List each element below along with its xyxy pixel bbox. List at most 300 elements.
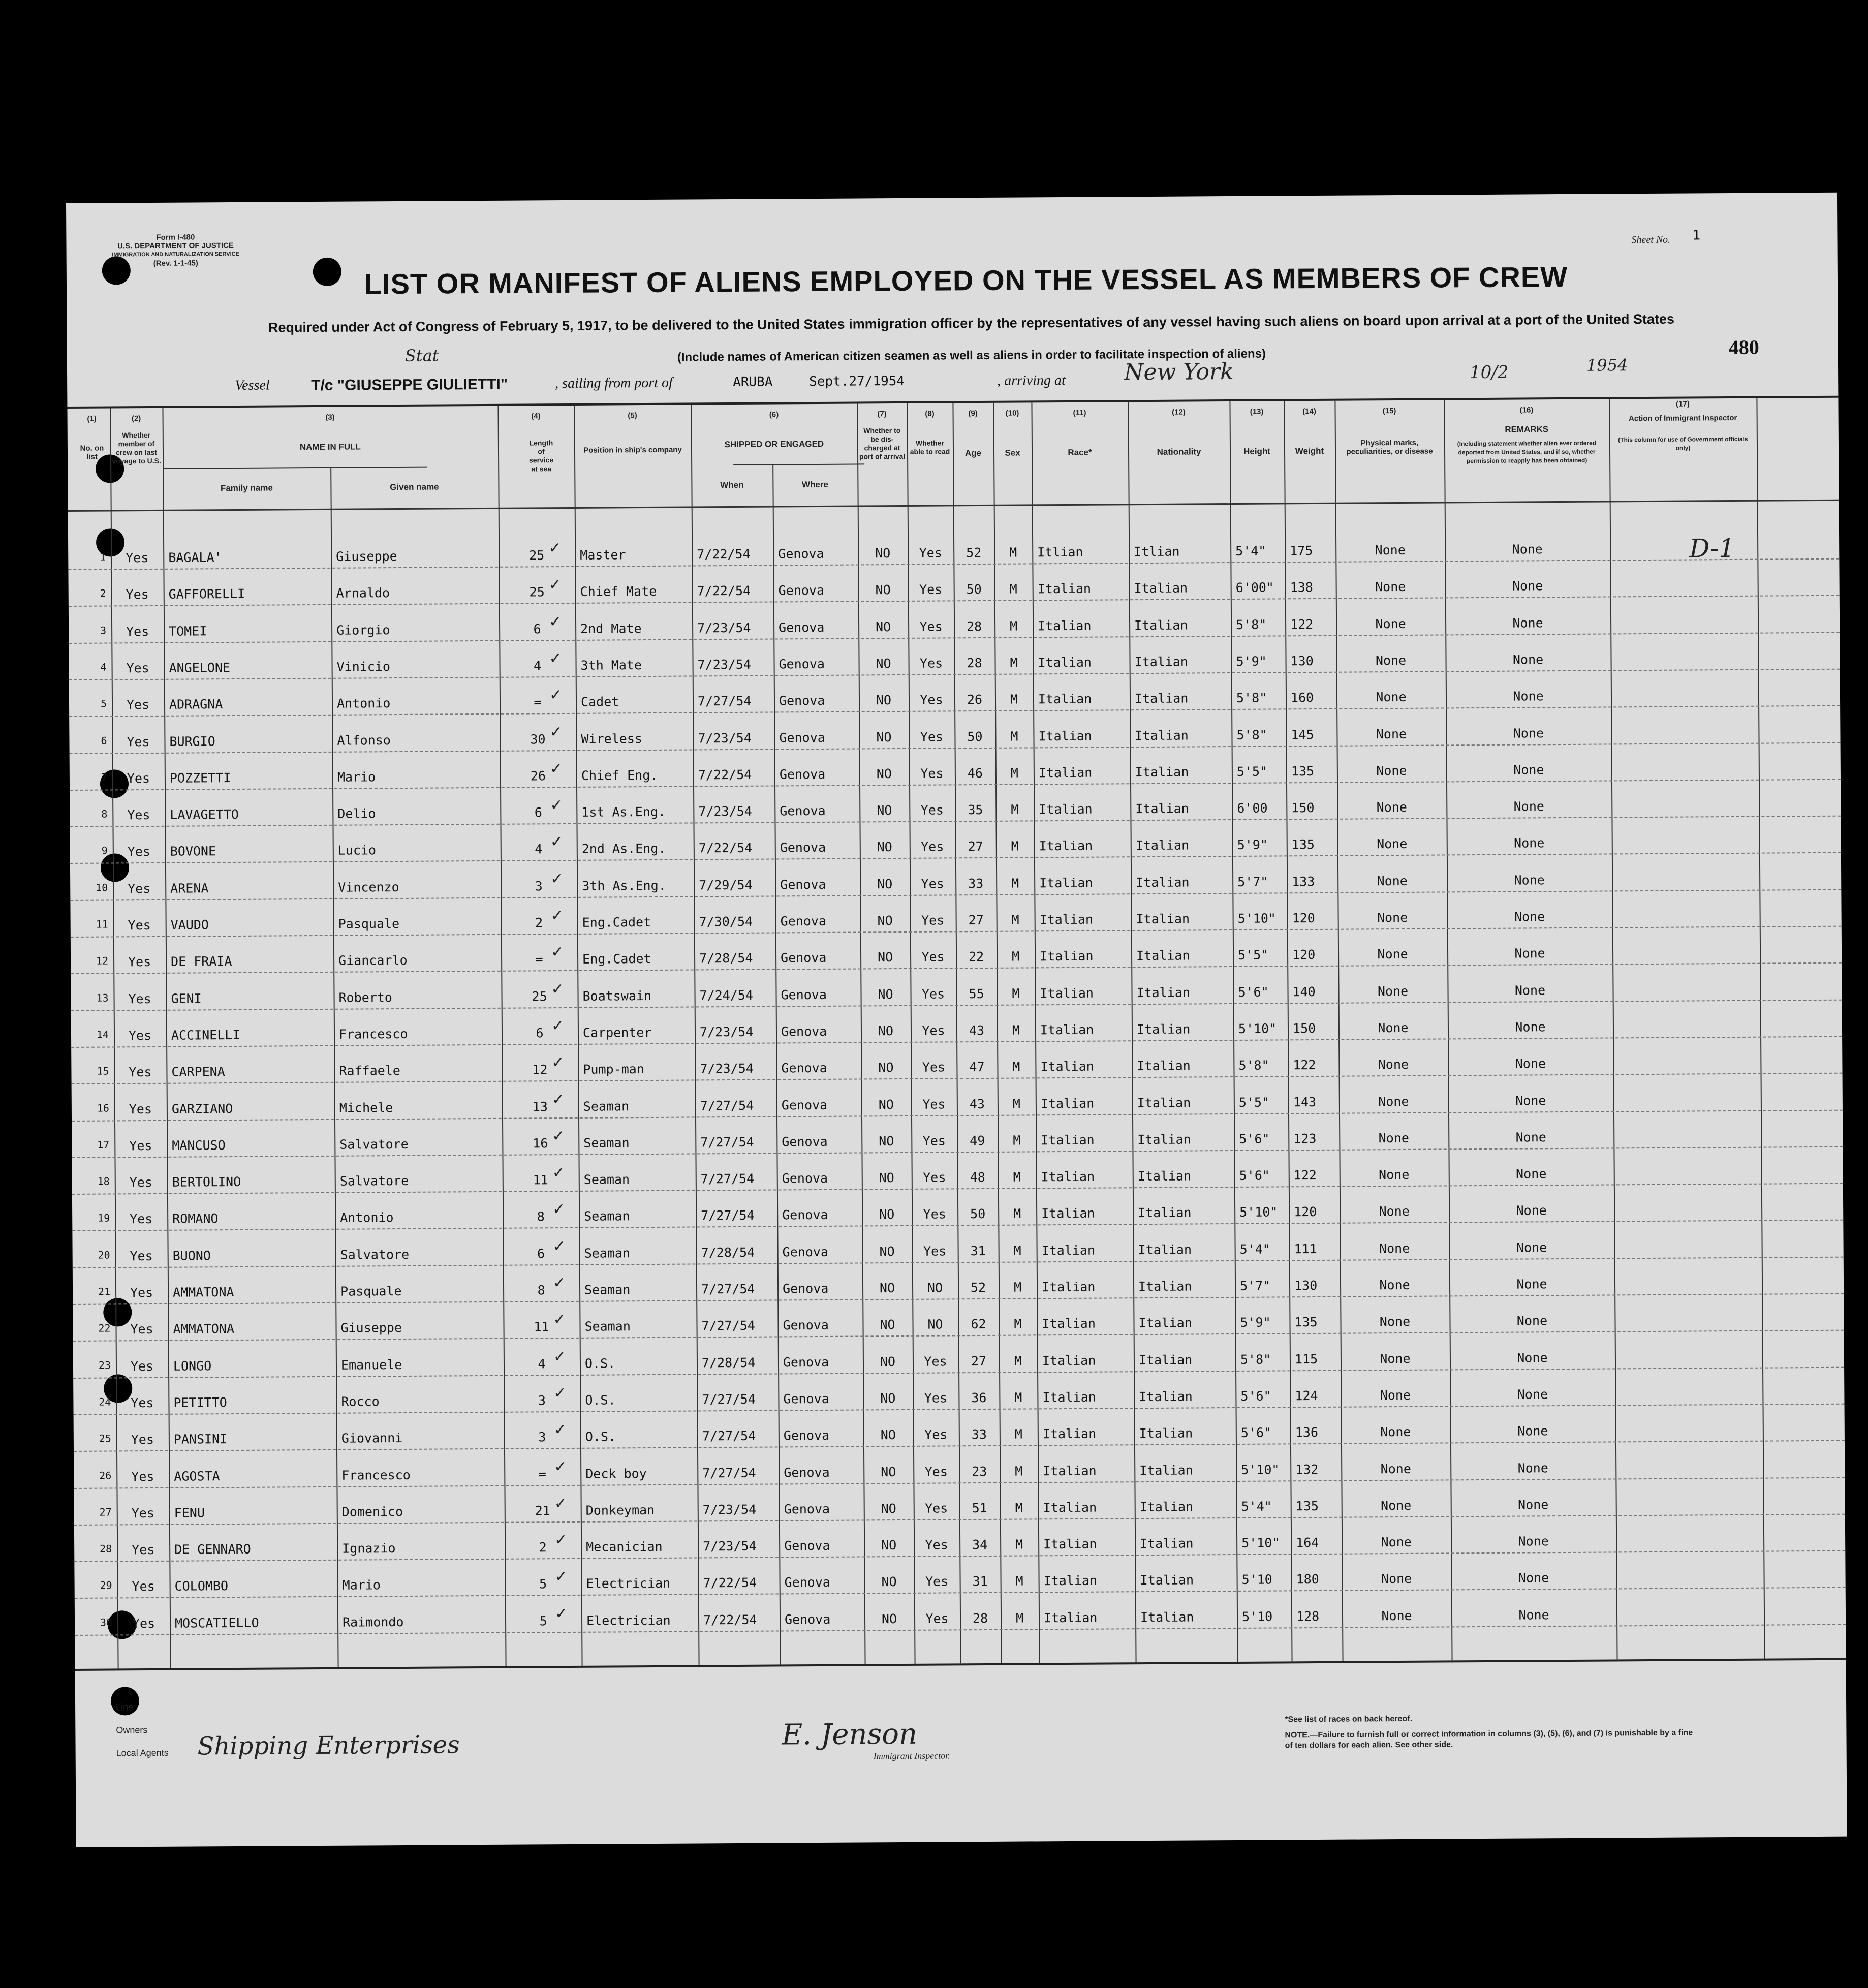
cell-race: Italian — [1038, 618, 1092, 633]
arrival-date: 10/2 — [1469, 362, 1509, 383]
cell-service: 16 — [533, 1136, 548, 1151]
cell-age: 52 — [970, 1280, 986, 1295]
column-rule — [772, 464, 781, 1665]
sailing-label: , sailing from port of — [555, 375, 673, 392]
cell-height: 5'5" — [1236, 764, 1268, 779]
cell-remarks: None — [1517, 1497, 1549, 1512]
cell-position: O.S. — [585, 1392, 616, 1408]
cell-where: Genova — [783, 1318, 829, 1333]
agents-label: Local Agents — [116, 1747, 169, 1758]
cell-given: Giuseppe — [340, 1320, 402, 1336]
cell-sex: M — [1013, 1280, 1022, 1295]
col-1-number: (1) — [87, 414, 97, 423]
cell-sex: M — [1009, 581, 1017, 597]
cell-when: 7/22/54 — [698, 841, 753, 856]
cell-age: 47 — [969, 1060, 985, 1075]
cell-family: ANGELONE — [169, 660, 231, 675]
cell-read: Yes — [919, 656, 943, 671]
cell-family: GAFFORELLI — [168, 586, 245, 602]
cell-nationality: Italian — [1135, 728, 1189, 743]
cell-discharged: NO — [879, 1281, 895, 1296]
cell-when: 7/29/54 — [699, 877, 753, 893]
cell-weight: 135 — [1295, 1498, 1319, 1514]
cell-weight: 122 — [1293, 1058, 1316, 1073]
cell-nationality: Italian — [1135, 837, 1190, 853]
races-note: *See list of races on back hereof. — [1285, 1714, 1413, 1724]
cell-read: Yes — [925, 1574, 949, 1590]
cell-where: Genova — [783, 1428, 830, 1443]
cell-family: CARPENA — [171, 1064, 225, 1079]
col-5-number: (5) — [628, 411, 637, 420]
cell-sex: M — [1010, 655, 1018, 670]
cell-marks: None — [1377, 947, 1408, 962]
cell-no: 9 — [101, 844, 108, 857]
cell-weight: 115 — [1294, 1351, 1318, 1366]
cell-nationality: Italian — [1139, 1425, 1193, 1441]
cell-given: Salvatore — [340, 1247, 410, 1262]
col-9-number: (9) — [968, 409, 978, 418]
cell-age: 49 — [970, 1133, 985, 1148]
cell-remarks: None — [1517, 1387, 1548, 1402]
col-nationality-header: Nationality — [1157, 447, 1201, 457]
cell-discharged: NO — [880, 1427, 896, 1443]
check-mark: ✓ — [552, 1164, 565, 1182]
cell-remarks: None — [1516, 1239, 1547, 1255]
page-subtitle: Required under Act of Congress of February 5, 1917, to be delivered to the United States immigration officer by the representatives of any vessel having such aliens on board upon arrival at a port of the United States — [268, 311, 1675, 335]
check-mark: ✓ — [552, 1200, 566, 1219]
cell-when: 7/23/54 — [703, 1538, 757, 1554]
cell-height: 5'10" — [1239, 1204, 1278, 1220]
cell-nationality: Italian — [1139, 1463, 1193, 1478]
cell-family: FENU — [174, 1505, 205, 1520]
cell-read: Yes — [921, 839, 944, 855]
page-number: 480 — [1728, 335, 1759, 359]
cell-prev: Yes — [130, 1212, 153, 1227]
arrival-year: 1954 — [1586, 355, 1628, 375]
cell-race: Itlian — [1037, 544, 1083, 560]
cell-read: Yes — [925, 1501, 948, 1516]
cell-nationality: Italian — [1137, 1168, 1192, 1184]
cell-read: Yes — [921, 986, 945, 1002]
cell-sex: M — [1015, 1573, 1023, 1589]
cell-when: 7/23/54 — [702, 1502, 757, 1517]
cell-marks: None — [1381, 1571, 1412, 1587]
cell-marks: None — [1375, 653, 1407, 668]
cell-sex: M — [1013, 1169, 1021, 1185]
cell-race: Italian — [1039, 838, 1093, 854]
cell-discharged: NO — [878, 1023, 894, 1039]
check-mark: ✓ — [548, 612, 562, 631]
cell-read: Yes — [923, 1244, 947, 1259]
cell-where: Genova — [780, 877, 826, 892]
cell-race: Italian — [1039, 912, 1094, 927]
cell-given: Salvatore — [339, 1136, 409, 1152]
cell-given: Francesco — [341, 1467, 411, 1483]
cell-when: 7/22/54 — [697, 546, 751, 562]
sailing-port: ARUBA — [733, 374, 773, 390]
cell-position: Seaman — [584, 1319, 631, 1334]
cell-age: 22 — [968, 949, 984, 965]
cell-family: DE GENNARO — [174, 1541, 251, 1557]
col-marks-header: Physical marks, peculiarities, or disease — [1346, 438, 1433, 456]
cell-service: 4 — [533, 658, 542, 673]
cell-family: COLOMBO — [174, 1578, 229, 1594]
cell-discharged: NO — [877, 950, 893, 965]
cell-no: 1 — [100, 550, 106, 563]
name-header-divider — [163, 467, 427, 469]
check-mark: ✓ — [553, 1347, 567, 1365]
cell-discharged: NO — [876, 729, 892, 744]
cell-remarks: None — [1517, 1350, 1548, 1365]
sheet-label: Sheet No. — [1631, 234, 1671, 246]
cell-prev: Yes — [128, 954, 151, 970]
cell-service: 30 — [530, 731, 546, 747]
cell-remarks: None — [1512, 615, 1543, 631]
cell-no: 12 — [96, 954, 109, 967]
cell-remarks: None — [1517, 1460, 1548, 1476]
cell-when: 7/27/54 — [702, 1391, 756, 1407]
cell-service: 6 — [536, 1026, 544, 1041]
cell-sex: M — [1015, 1537, 1023, 1552]
cell-position: 3th Mate — [580, 657, 642, 673]
cell-discharged: NO — [875, 619, 891, 634]
cell-marks: None — [1375, 616, 1406, 631]
cell-weight: 133 — [1292, 874, 1315, 889]
cell-no: 19 — [98, 1212, 110, 1225]
cell-race: Italian — [1043, 1573, 1098, 1589]
cell-sex: M — [1014, 1426, 1022, 1442]
cell-height: 5'7" — [1237, 874, 1268, 889]
cell-nationality: Italian — [1140, 1536, 1194, 1551]
shipped-header-divider — [733, 463, 864, 465]
check-mark: ✓ — [549, 686, 563, 704]
cell-given: Delio — [337, 806, 376, 821]
cell-prev: Yes — [128, 991, 151, 1006]
cell-sex: M — [1012, 986, 1020, 1001]
cell-given: Domenico — [341, 1504, 403, 1519]
cell-race: Italian — [1040, 1022, 1094, 1038]
cell-given: Antonio — [336, 696, 391, 711]
cell-height: 5'10" — [1238, 1021, 1277, 1036]
cell-age: 50 — [967, 729, 983, 744]
manifest-sheet — [66, 193, 1847, 1847]
cell-service: 4 — [535, 842, 543, 857]
check-mark: ✓ — [551, 1090, 565, 1108]
cell-when: 7/27/54 — [702, 1428, 756, 1444]
cell-service: 2 — [539, 1540, 547, 1555]
cell-given: Rocco — [341, 1394, 380, 1409]
cell-remarks: None — [1516, 1203, 1547, 1218]
cell-service: 6 — [534, 805, 542, 820]
cell-read: Yes — [921, 876, 944, 891]
cell-read: Yes — [922, 1060, 946, 1075]
cell-read: Yes — [921, 913, 945, 928]
check-mark: ✓ — [550, 943, 564, 961]
cell-position: Electrician — [586, 1612, 671, 1628]
cell-race: Italian — [1043, 1463, 1097, 1478]
cell-service: 6 — [537, 1246, 545, 1261]
cell-given: Francesco — [338, 1026, 408, 1042]
cell-remarks: None — [1515, 1093, 1546, 1108]
cell-no: 24 — [99, 1395, 111, 1408]
col-position-header: Position in ship's company — [583, 445, 682, 455]
check-mark: ✓ — [551, 1053, 565, 1072]
cell-read: Yes — [920, 766, 944, 781]
sailing-date: Sept.27/1954 — [809, 373, 905, 390]
cell-where: Genova — [779, 619, 825, 635]
check-mark: ✓ — [551, 1016, 565, 1035]
check-mark: ✓ — [548, 539, 562, 557]
cell-sex: M — [1014, 1316, 1022, 1331]
cell-nationality: Italian — [1138, 1205, 1192, 1221]
cell-when: 7/23/54 — [698, 730, 752, 746]
cell-remarks: None — [1515, 1056, 1546, 1071]
cell-when: 7/22/54 — [703, 1575, 757, 1591]
cell-height: 5'9" — [1240, 1315, 1271, 1330]
cell-when: 7/27/54 — [701, 1281, 755, 1297]
cell-position: 2nd Mate — [580, 620, 642, 636]
cell-service: 12 — [532, 1062, 548, 1077]
cell-no: 7 — [101, 771, 107, 784]
check-mark: ✓ — [553, 1311, 566, 1329]
cell-prev: Yes — [128, 1028, 152, 1043]
cell-prev: Yes — [129, 1175, 152, 1190]
cell-age: 26 — [967, 692, 983, 707]
line-label: Line — [116, 1702, 134, 1713]
cell-remarks: None — [1514, 872, 1545, 888]
fine-note: NOTE.—Failure to furnish full or correct information in columns (3), (5), (6), and (7) is punishable by a fine of ten dollars for each alien. See other side. — [1285, 1728, 1693, 1750]
cell-height: 5'8" — [1236, 690, 1267, 706]
cell-prev: Yes — [128, 918, 151, 933]
cell-where: Genova — [784, 1611, 831, 1627]
cell-when: 7/24/54 — [699, 987, 753, 1003]
cell-prev: Yes — [126, 624, 149, 639]
cell-nationality: Italian — [1138, 1279, 1192, 1294]
check-mark: ✓ — [552, 1274, 566, 1292]
cell-race: Italian — [1040, 948, 1094, 964]
col-age-header: Age — [964, 448, 982, 458]
cell-remarks: None — [1512, 542, 1543, 557]
cell-where: Genova — [780, 913, 827, 929]
cell-prev: Yes — [130, 1285, 153, 1300]
service-name: IMMIGRATION AND NATURALIZATION SERVICE — [112, 251, 239, 258]
cell-weight: 135 — [1294, 1315, 1318, 1330]
cell-service: 3 — [535, 878, 543, 894]
cell-where: Genova — [779, 693, 825, 708]
cell-where: Genova — [779, 730, 825, 745]
cell-discharged: NO — [877, 913, 893, 928]
col-read-header: Whether able to read — [910, 439, 950, 456]
vessel-label: Vessel — [235, 377, 270, 393]
cell-service: 5 — [539, 1613, 547, 1629]
cell-age: 55 — [969, 986, 984, 1001]
cell-where: Genova — [781, 1061, 827, 1076]
cell-when: 7/27/54 — [700, 1171, 755, 1187]
cell-no: 2 — [100, 587, 106, 600]
cell-sex: M — [1009, 545, 1017, 560]
cell-family: AMMATONA — [173, 1285, 234, 1300]
form-identifier — [97, 233, 254, 268]
cell-sex: M — [1009, 618, 1018, 634]
cell-read: Yes — [920, 802, 944, 818]
cell-discharged: NO — [880, 1354, 896, 1369]
cell-marks: None — [1379, 1277, 1410, 1293]
cell-family: ADRAGNA — [169, 697, 223, 712]
cell-service: 25 — [529, 548, 545, 563]
cell-when: 7/22/54 — [697, 583, 751, 599]
cell-read: Yes — [924, 1390, 948, 1406]
cell-age: 33 — [968, 876, 984, 891]
col-action-subheader: (This column for use of Government officials only) — [1618, 435, 1748, 452]
cell-weight: 123 — [1293, 1131, 1317, 1146]
cell-remarks: None — [1518, 1570, 1549, 1586]
cell-family: PANSINI — [173, 1432, 228, 1447]
cell-family: BAGALA' — [168, 550, 222, 565]
cell-race: Italian — [1041, 1206, 1095, 1221]
col-11-number: (11) — [1073, 408, 1086, 417]
cell-marks: None — [1380, 1424, 1411, 1440]
cell-when: 7/23/54 — [697, 657, 752, 672]
cell-service: 13 — [532, 1099, 548, 1114]
cell-weight: 145 — [1291, 727, 1314, 742]
cell-no: 15 — [97, 1065, 109, 1077]
cell-family: MANCUSO — [172, 1137, 226, 1153]
cell-height: 5'4" — [1235, 543, 1266, 558]
cell-race: Italian — [1042, 1316, 1096, 1331]
cell-read: Yes — [924, 1354, 947, 1369]
cell-weight: 135 — [1291, 837, 1315, 852]
cell-discharged: NO — [881, 1574, 897, 1590]
check-mark: ✓ — [549, 759, 563, 778]
cell-race: Italian — [1042, 1389, 1096, 1405]
cell-age: 35 — [968, 802, 983, 818]
cell-discharged: NO — [878, 1060, 894, 1075]
cell-read: Yes — [920, 692, 943, 707]
cell-race: Italian — [1038, 655, 1092, 670]
cell-no: 28 — [100, 1542, 112, 1555]
cell-no: 20 — [98, 1249, 110, 1261]
cell-nationality: Italian — [1134, 654, 1188, 670]
cell-marks: None — [1377, 910, 1408, 925]
cell-position: Master — [580, 547, 626, 563]
cell-nationality: Italian — [1136, 948, 1190, 964]
check-mark: ✓ — [548, 576, 562, 594]
cell-family: BOVONE — [170, 844, 216, 859]
cell-nationality: Italian — [1134, 580, 1188, 596]
cell-no: 25 — [99, 1432, 111, 1445]
cell-remarks: None — [1517, 1423, 1548, 1439]
cell-discharged: NO — [875, 546, 891, 561]
cell-when: 7/23/54 — [697, 620, 751, 636]
cell-prev: Yes — [126, 660, 149, 676]
cell-prev: Yes — [129, 1138, 152, 1154]
cell-marks: None — [1376, 799, 1408, 815]
cell-discharged: NO — [879, 1133, 894, 1149]
cell-service: 2 — [535, 915, 543, 930]
check-mark: ✓ — [554, 1494, 567, 1512]
cell-marks: None — [1377, 836, 1408, 852]
cell-nationality: Itlian — [1134, 544, 1180, 560]
cell-service: 26 — [530, 768, 546, 784]
cell-family: DE FRAIA — [171, 954, 232, 970]
cell-family: AGOSTA — [174, 1468, 220, 1484]
cell-read: Yes — [923, 1170, 946, 1185]
col-14-number: (14) — [1302, 407, 1316, 416]
cell-marks: None — [1378, 1057, 1409, 1072]
cell-remarks: None — [1518, 1534, 1549, 1549]
cell-weight: 120 — [1292, 947, 1316, 962]
cell-weight: 160 — [1290, 690, 1314, 705]
cell-nationality: Italian — [1134, 691, 1189, 706]
cell-position: Donkeyman — [585, 1502, 655, 1518]
cell-discharged: NO — [877, 803, 892, 818]
cell-where: Genova — [780, 840, 826, 855]
cell-nationality: Italian — [1136, 911, 1190, 927]
sheet-number: 1 — [1692, 228, 1701, 243]
cell-position: Seaman — [583, 1172, 630, 1187]
cell-weight: 135 — [1291, 763, 1315, 779]
cell-marks: None — [1381, 1608, 1412, 1623]
cell-where: Genova — [779, 656, 825, 672]
cell-marks: None — [1376, 763, 1407, 779]
cell-family: POZZETTI — [169, 770, 231, 786]
cell-race: Italian — [1040, 1096, 1095, 1111]
cell-age: 36 — [971, 1390, 987, 1406]
cell-prev: Yes — [132, 1542, 155, 1558]
cell-given: Pasquale — [340, 1284, 402, 1299]
cell-service: 11 — [534, 1319, 549, 1334]
cell-read: Yes — [924, 1464, 948, 1479]
cell-sex: M — [1010, 692, 1018, 707]
cell-discharged: NO — [879, 1170, 894, 1186]
col-3-number: (3) — [325, 413, 335, 422]
cell-family: BURGIO — [169, 733, 215, 749]
cell-discharged: NO — [881, 1464, 896, 1479]
vessel-stat-note: Stat — [404, 346, 439, 365]
cell-remarks: None — [1514, 982, 1546, 998]
cell-when: 7/23/54 — [699, 1024, 754, 1040]
cell-discharged: NO — [878, 1097, 894, 1112]
check-mark: ✓ — [553, 1421, 567, 1439]
cell-sex: M — [1011, 949, 1020, 964]
cell-prev: Yes — [132, 1579, 155, 1594]
cell-position: Deck boy — [585, 1466, 647, 1481]
cell-race: Italian — [1043, 1500, 1097, 1515]
cell-position: 3th As.Eng. — [582, 878, 666, 893]
cell-given: Giovanni — [341, 1431, 403, 1446]
cell-discharged: NO — [877, 876, 893, 891]
cell-height: 5'10 — [1241, 1572, 1272, 1588]
cell-sex: M — [1015, 1500, 1023, 1515]
col-10-number: (10) — [1005, 409, 1019, 418]
cell-no: 21 — [98, 1285, 111, 1298]
cell-marks: None — [1376, 726, 1407, 741]
agents-signature: Shipping Enterprises — [197, 1730, 460, 1761]
cell-race: Italian — [1042, 1426, 1097, 1442]
cell-given: Vinicio — [336, 659, 391, 674]
cell-prev: Yes — [131, 1432, 154, 1447]
cell-prev: Yes — [131, 1505, 154, 1521]
col-height-header: Height — [1243, 446, 1271, 456]
include-note: (Include names of American citizen seamen as well as aliens in order to facilitate inspection of aliens) — [677, 347, 1266, 364]
cell-age: 23 — [972, 1464, 987, 1479]
cell-service: 11 — [533, 1172, 548, 1188]
cell-no: 22 — [98, 1322, 111, 1334]
cell-service: 3 — [538, 1430, 546, 1445]
cell-read: NO — [927, 1280, 943, 1295]
cell-given: Giuseppe — [336, 549, 397, 564]
cell-sex: M — [1011, 838, 1019, 854]
